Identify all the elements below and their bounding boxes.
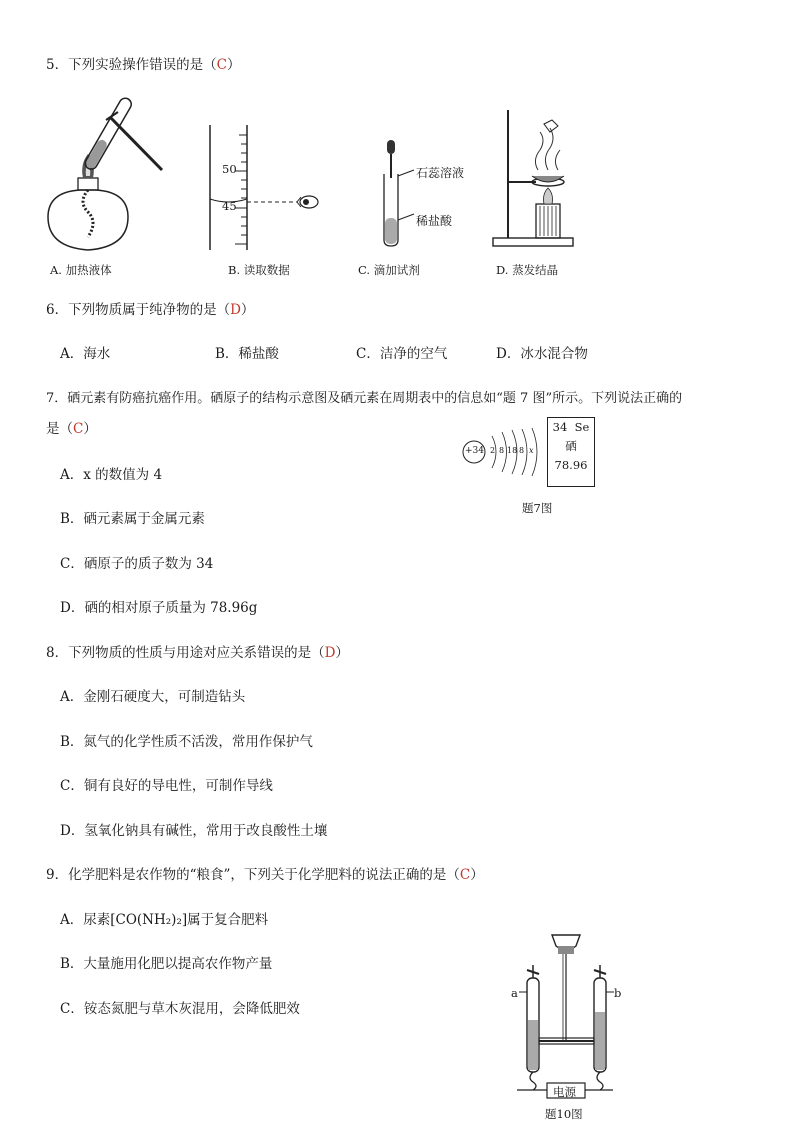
caption-b: B. 读取数据 bbox=[228, 263, 290, 277]
caption-d: D. 蒸发结晶 bbox=[496, 263, 559, 277]
label-litmus: 石蕊溶液 bbox=[416, 166, 465, 180]
q8-option-a: A．金刚石硬度大，可制造钻头 bbox=[60, 689, 246, 705]
q7-stem-line2: 是（C） bbox=[46, 421, 97, 437]
atom-nucleus: +34 bbox=[465, 446, 484, 456]
q6-stem: 6．下列物质属于纯净物的是（D） bbox=[46, 302, 255, 318]
element-number: 34 bbox=[552, 420, 568, 434]
q8-option-b: B．氮气的化学性质不活泼，常用作保护气 bbox=[60, 734, 313, 750]
figure-heating-liquid bbox=[40, 92, 170, 252]
q6-option-b: B．稀盐酸 bbox=[215, 346, 279, 362]
q9-option-c: C．铵态氮肥与草木灰混用，会降低肥效 bbox=[60, 1001, 300, 1017]
label-leaders bbox=[398, 170, 418, 230]
q6-option-d: D．冰水混合物 bbox=[496, 346, 588, 362]
q9-stem: 9．化学肥料是农作物的“粮食”，下列关于化学肥料的说法正确的是（C） bbox=[46, 867, 484, 883]
caption-a: A. 加热液体 bbox=[50, 263, 112, 277]
shell-1: 2 bbox=[490, 446, 496, 455]
q5-stem: 5．下列实验操作错误的是（C） bbox=[46, 57, 241, 73]
q8-option-d: D．氢氧化钠具有碱性，常用于改良酸性土壤 bbox=[60, 823, 328, 839]
q9-option-a: A．尿素[CO(NH₂)₂]属于复合肥料 bbox=[60, 912, 269, 928]
element-symbol: Se bbox=[574, 420, 590, 434]
shell-3: 18 bbox=[507, 446, 518, 455]
q7-option-a: A．x 的数值为 4 bbox=[60, 467, 163, 483]
figure-graduated-cylinder bbox=[205, 125, 325, 255]
tick-45: 45 bbox=[222, 199, 237, 213]
q10-figure-caption: 题10图 bbox=[545, 1107, 583, 1121]
q6-option-a: A．海水 bbox=[60, 346, 111, 362]
figure-evaporation bbox=[488, 110, 598, 250]
q9-option-b: B．大量施用化肥以提高农作物产量 bbox=[60, 956, 273, 972]
label-acid: 稀盐酸 bbox=[416, 214, 453, 228]
electrode-label-b: b bbox=[614, 986, 622, 1000]
element-cell-selenium bbox=[547, 417, 595, 487]
caption-c: C. 滴加试剂 bbox=[358, 263, 420, 277]
tick-50: 50 bbox=[222, 162, 237, 176]
q7-figure-caption: 题7图 bbox=[522, 501, 553, 515]
q7-option-b: B．硒元素属于金属元素 bbox=[60, 511, 205, 527]
q7-stem-line1: 7．硒元素有防癌抗癌作用。硒原子的结构示意图及硒元素在周期表中的信息如“题 7 图”所示。下列说法正确的 bbox=[46, 391, 683, 406]
q6-option-c: C．洁净的空气 bbox=[356, 346, 448, 362]
shell-4: 8 bbox=[519, 446, 525, 455]
electrolysis-apparatus bbox=[505, 930, 630, 1105]
q8-option-c: C．铜有良好的导电性，可制作导线 bbox=[60, 778, 273, 794]
element-name: 硒 bbox=[565, 439, 577, 453]
shell-5: x bbox=[529, 446, 534, 455]
power-source-label: 电源 bbox=[553, 1085, 576, 1099]
element-mass: 78.96 bbox=[554, 458, 588, 472]
electrode-label-a: a bbox=[511, 986, 518, 1000]
q7-option-d: D．硒的相对原子质量为 78.96g bbox=[60, 600, 258, 616]
shell-2: 8 bbox=[499, 446, 505, 455]
q8-stem: 8．下列物质的性质与用途对应关系错误的是（D） bbox=[46, 645, 349, 661]
q7-option-c: C．硒原子的质子数为 34 bbox=[60, 556, 214, 572]
